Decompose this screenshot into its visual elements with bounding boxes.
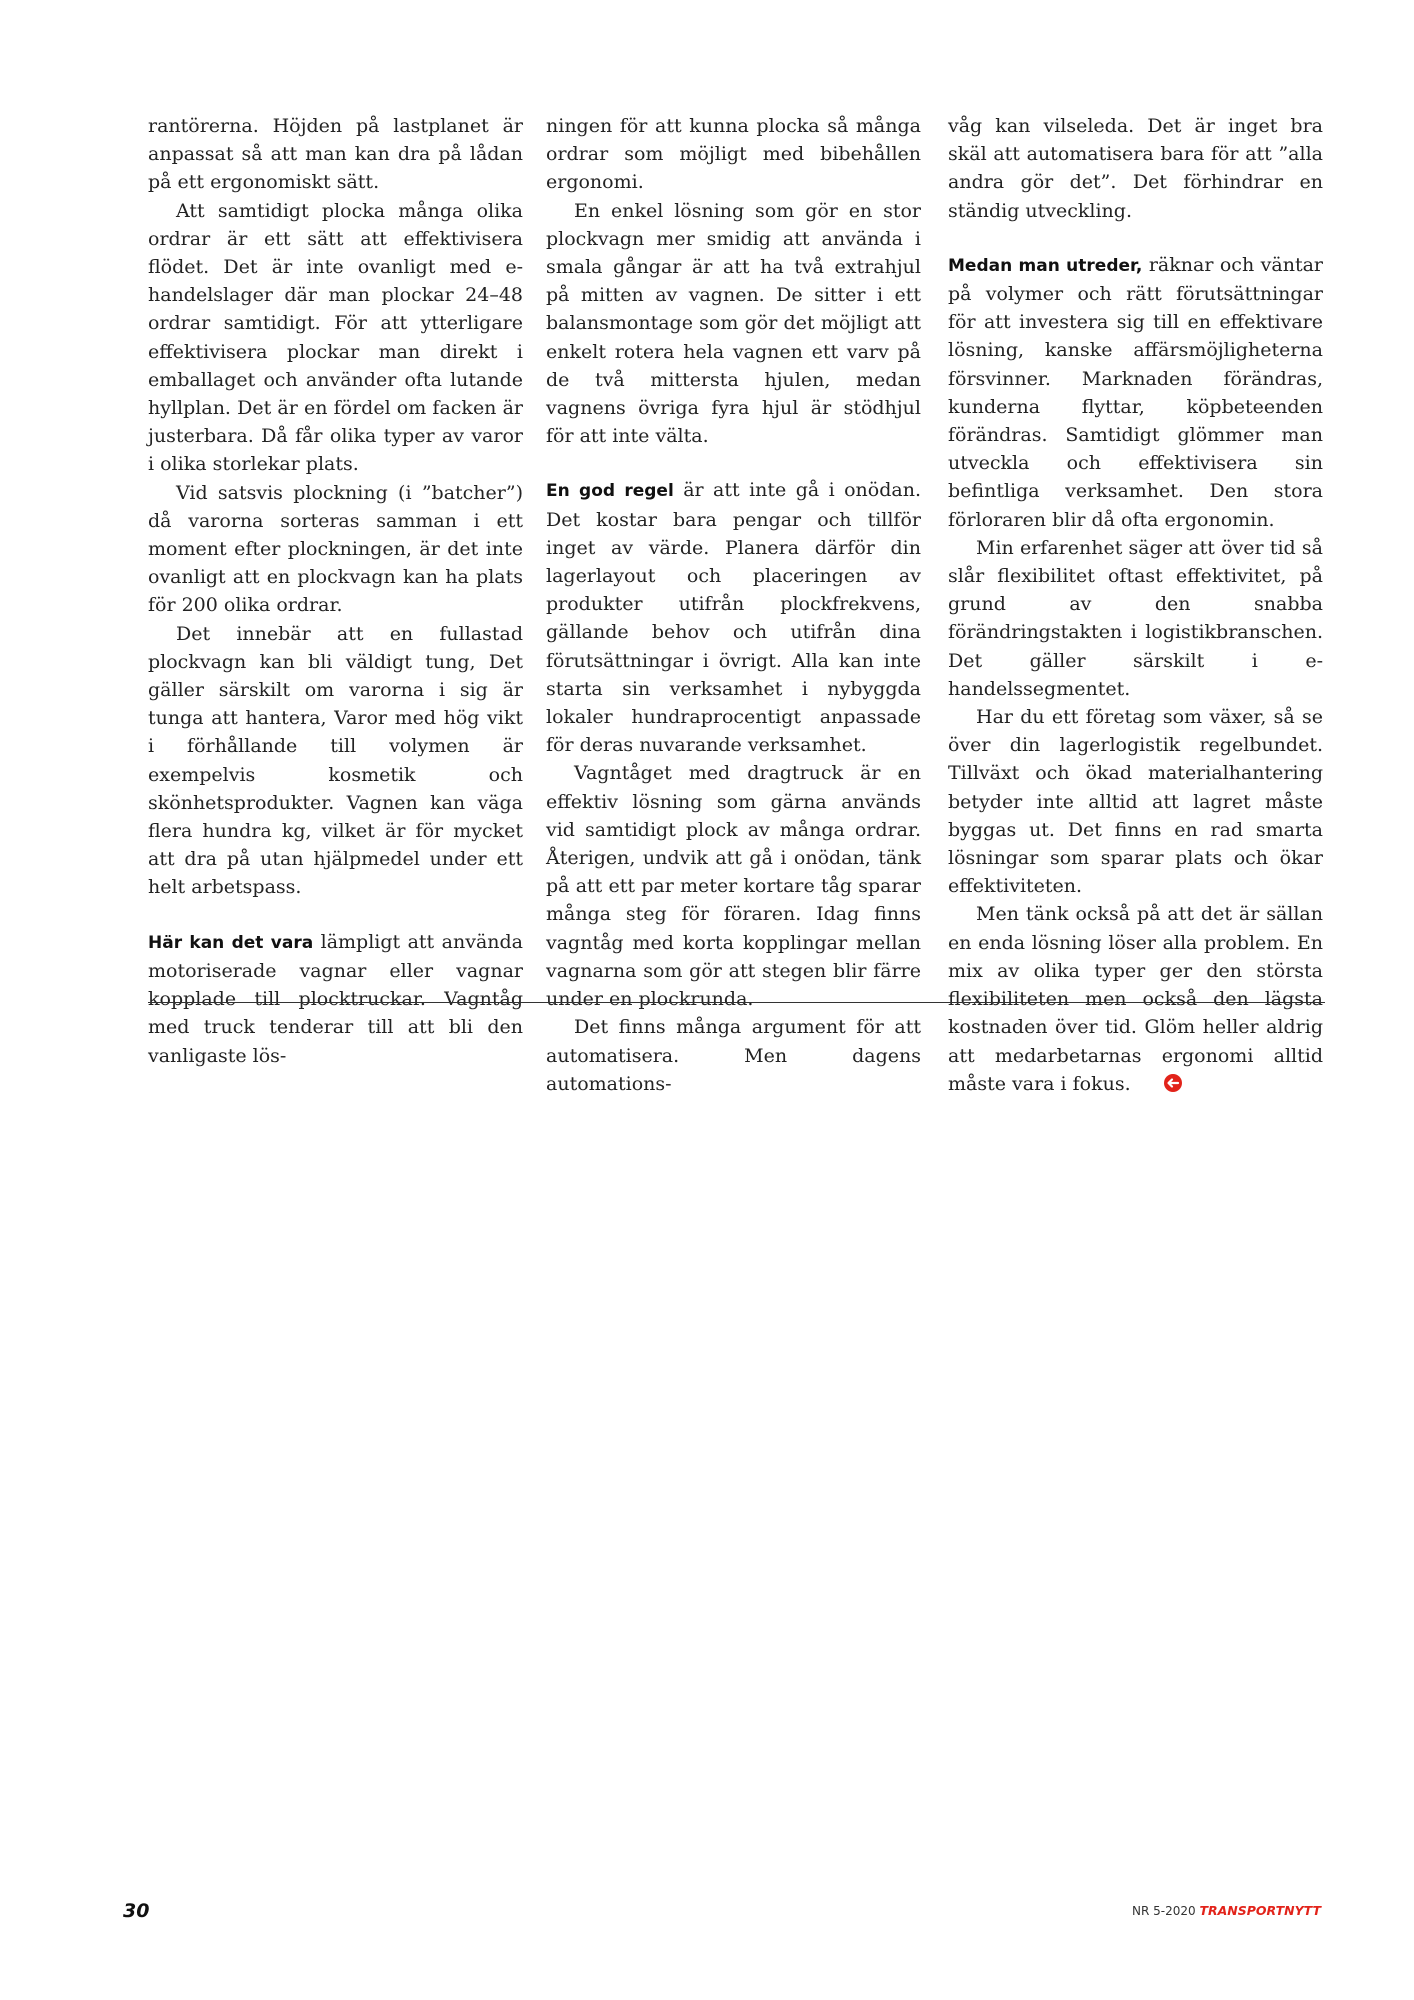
magazine-brand: TRANSPORTNYTT: [1199, 1903, 1321, 1918]
paragraph: [546, 476, 921, 759]
paragraph-lead-in: Här kan det vara: [148, 932, 314, 953]
paragraph-text: är att inte gå i onödan. Det kostar bara pengar och tillför inget av värde. Planera därför din lagerlayout och placeringen av produkter utifrån plockfrekvens, gällande behov och utifrån dina förutsättningar i övrigt. Alla kan inte starta sin verksamhet i nybyggda lokaler hundraprocentigt anpassade för deras nuvarande verksamhet.: [546, 479, 922, 757]
page-number: 30: [123, 1900, 150, 1922]
footer-issue: [1132, 1903, 1321, 1918]
issue-label: NR 5-2020: [1132, 1904, 1196, 1918]
paragraph: Vid satsvis plockning (i ”batcher”) då varorna sorteras samman i ett moment efter plockningen, är det inte ovanligt att en plockvagn kan ha plats för 200 olika ordrar.: [148, 481, 523, 617]
paragraph: Min erfarenhet säger att över tid så slår flexibilitet oftast effektivitet, på grund av den snabba förändringstakten i logistikbranschen. Det gäller särskilt i e-handelssegmentet.: [948, 536, 1323, 700]
paragraph: [948, 900, 1323, 1097]
paragraph-lead-in: Medan man utreder,: [948, 255, 1143, 276]
column-bottom-rule: [148, 1002, 1325, 1003]
article-column-2: [546, 112, 921, 1098]
paragraph: Vagntåget med dragtruck är en effektiv lösning som gärna används vid samtidigt plock av många ordrar. Återigen, undvik att gå i onödan, tänk på att ett par meter kortare tåg sparar många steg för föraren. Idag finns vagntåg med korta kopplingar mellan vagnarna som gör att stegen blir färre under en plockrunda.: [546, 762, 921, 1011]
paragraph: Att samtidigt plocka många olika ordrar är ett sätt att effektivisera flödet. Det är inte ovanligt med e-handelslager där man plockar 24–48 ordrar samtidigt. För att ytterligare effektivisera plockar man direkt i emballaget och använder ofta lutande hyllplan. Det är en fördel om facken är justerbara. Då får olika typer av varor i olika storlekar plats.: [148, 199, 523, 476]
paragraph: Har du ett företag som växer, så se över din lagerlogistik regelbundet. Tillväxt och ökad materialhantering betyder inte alltid att lagret måste byggas ut. Det finns en rad smarta lösningar som sparar plats och ökar effektiviteten.: [948, 706, 1323, 898]
paragraph: Det innebär att en fullastad plockvagn kan bli väldigt tung, Det gäller särskilt om varorna i sig är tunga att hantera, Varor med hög vikt i förhållande till volymen är exempelvis kosmetik och skönhetsprodukter. Vagnen kan väga flera hundra kg, vilket är för mycket att dra på utan hjälpmedel under ett helt arbetspass.: [148, 622, 523, 899]
paragraph: [948, 251, 1323, 534]
paragraph-text: lämpligt att använda motoriserade vagnar eller vagnar kopplade till plocktruckar. Vagntåg med truck tenderar till att bli den vanligaste lös-: [148, 930, 523, 1067]
paragraph: rantörerna. Höjden på lastplanet är anpassat så att man kan dra på lådan på ett ergonomiskt sätt.: [148, 115, 523, 194]
paragraph: Det finns många argument för att automatisera. Men dagens automations-: [546, 1016, 921, 1095]
paragraph: [148, 928, 523, 1070]
paragraph: våg kan vilseleda. Det är inget bra skäl att automatisera bara för att ”alla andra gör det”. Det förhindrar en ständig utveckling.: [948, 115, 1323, 222]
article-column-3: [948, 112, 1323, 1098]
paragraph-lead-in: En god regel: [546, 481, 674, 502]
paragraph-text: Men tänk också på att det är sällan en enda lösning löser alla problem. En mix av olika typer ger den största flexibiliteten men också den lägsta kostnaden över tid. Glöm heller aldrig att medarbetarnas ergonomi alltid måste vara i fokus.: [948, 903, 1323, 1095]
paragraph: ningen för att kunna plocka så många ordrar som möjligt med bibehållen ergonomi.: [546, 115, 921, 194]
end-of-article-icon: [1135, 1073, 1155, 1093]
paragraph: En enkel lösning som gör en stor plockvagn mer smidig att använda i smala gångar är att ha två extrahjul på mitten av vagnen. De sitter i ett balansmontage som gör det möjligt att enkelt rotera hela vagnen ett varv på de två mittersta hjulen, medan vagnens övriga fyra hjul är stödhjul för att inte välta.: [546, 199, 921, 448]
paragraph-text: räknar och väntar på volymer och rätt förutsättningar för att investera sig till en effektivare lösning, kanske affärsmöjligheterna försvinner. Marknaden förändras, kunderna flyttar, köpbeteenden förändras. Samtidigt glömmer man utveckla och effektivisera sin befintliga verksamhet. Den stora förloraren blir då ofta ergonomin.: [948, 253, 1323, 531]
article-column-1: [148, 112, 523, 1070]
